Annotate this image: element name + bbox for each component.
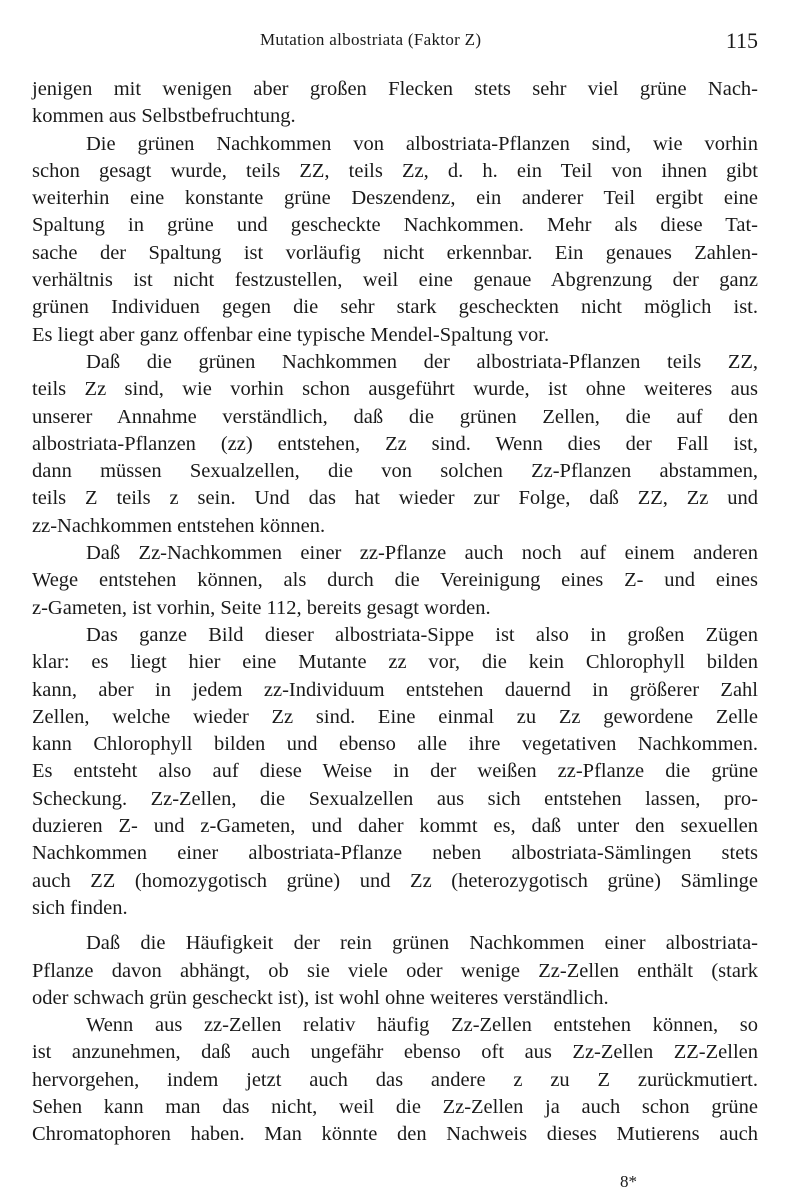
text-line: unserer Annahme verständlich, daß die grünen Zellen, die auf den [32,405,758,428]
text-line: sache der Spaltung ist vorläufig nicht erkennbar. Ein genaues Zahlen- [32,241,758,264]
text-line: Wege entstehen können, als durch die Vereinigung eines Z- und eines [32,569,758,592]
text-line: auch ZZ (homozygotisch grüne) und Zz (heterozygotisch grüne) Sämlinge [32,869,758,892]
text-line: duzieren Z- und z-Gameten, und daher kommt es, daß unter den sexuellen [32,815,758,838]
text-line: z-Gameten, ist vorhin, Seite 112, bereits gesagt worden. [32,596,491,619]
running-title: Mutation albostriata (Faktor Z) [260,30,482,49]
text-line: Wenn aus zz-Zellen relativ häufig Zz-Zellen entstehen können, so [86,1014,758,1037]
text-line: Daß die Häufigkeit der rein grünen Nachkommen einer albostriata- [86,932,758,955]
text-line: weiterhin eine konstante grüne Deszendenz, ein anderer Teil ergibt eine [32,187,758,210]
running-header [32,30,758,56]
text-line: Die grünen Nachkommen von albostriata-Pflanzen sind, wie vorhin [86,132,758,155]
text-line: jenigen mit wenigen aber großen Flecken stets sehr viel grüne Nach- [32,78,758,100]
text-line: oder schwach grün gescheckt ist), ist wohl ohne weiteres verständlich. [32,986,609,1009]
text-line: Scheckung. Zz-Zellen, die Sexualzellen aus sich entstehen lassen, pro- [32,787,758,810]
text-line: Zellen, welche wieder Zz sind. Eine einmal zu Zz gewordene Zelle [32,705,758,728]
text-line: klar: es liegt hier eine Mutante zz vor, die kein Chlorophyll bilden [32,651,758,674]
text-line: kommen aus Selbstbefruchtung. [32,105,296,128]
text-line: Daß die grünen Nachkommen der albostriata-Pflanzen teils ZZ, [86,350,758,373]
text-line: Das ganze Bild dieser albostriata-Sippe ist also in großen Zügen [86,623,758,646]
text-line: Pflanze davon abhängt, ob sie viele oder wenige Zz-Zellen enthält (stark [32,959,758,982]
text-line: teils Z teils z sein. Und das hat wieder zur Folge, daß ZZ, Zz und [32,487,758,510]
signature-mark: 8* [620,1172,637,1191]
text-line: Daß Zz-Nachkommen einer zz-Pflanze auch noch auf einem anderen [86,542,758,565]
text-line: ist anzunehmen, daß auch ungefähr ebenso oft aus Zz-Zellen ZZ-Zellen [32,1041,758,1064]
text-line: Nachkommen einer albostriata-Pflanze neben albostriata-Sämlingen stets [32,842,758,865]
text-line: kann, aber in jedem zz-Individuum entstehen dauernd in größerer Zahl [32,678,758,701]
text-line: zz-Nachkommen entstehen können. [32,514,326,537]
text-line: albostriata-Pflanzen (zz) entstehen, Zz sind. Wenn dies der Fall ist, [32,432,758,455]
page-number: 115 [725,28,758,53]
text-line: dann müssen Sexualzellen, die von solchen Zz-Pflanzen abstammen, [32,460,758,483]
text-line: sich finden. [32,896,128,919]
text-line: grünen Individuen gegen die sehr stark gescheckten nicht möglich ist. [32,296,758,319]
text-line: teils Zz sind, wie vorhin schon ausgeführt wurde, ist ohne weiteres aus [32,378,758,401]
text-line: Es liegt aber ganz offenbar eine typische Mendel-Spaltung vor. [32,323,550,346]
text-line: verhältnis ist nicht festzustellen, weil eine genaue Abgrenzung der ganz [32,269,758,292]
text-line: Chromatophoren haben. Man könnte den Nachweis dieses Mutierens auch [32,1123,758,1146]
text-line: hervorgehen, indem jetzt auch das andere z zu Z zurückmutiert. [32,1068,758,1091]
text-line: kann Chlorophyll bilden und ebenso alle ihre vegetativen Nachkommen. [32,733,758,756]
text-line: schon gesagt wurde, teils ZZ, teils Zz, d. h. ein Teil von ihnen gibt [32,159,758,182]
text-line: Es entsteht also auf diese Weise in der weißen zz-Pflanze die grüne [32,760,758,783]
body-text [32,76,758,1149]
text-line: Spaltung in grüne und gescheckte Nachkommen. Mehr als diese Tat- [32,214,758,237]
text-line: Sehen kann man das nicht, weil die Zz-Zellen ja auch schon grüne [32,1095,758,1118]
